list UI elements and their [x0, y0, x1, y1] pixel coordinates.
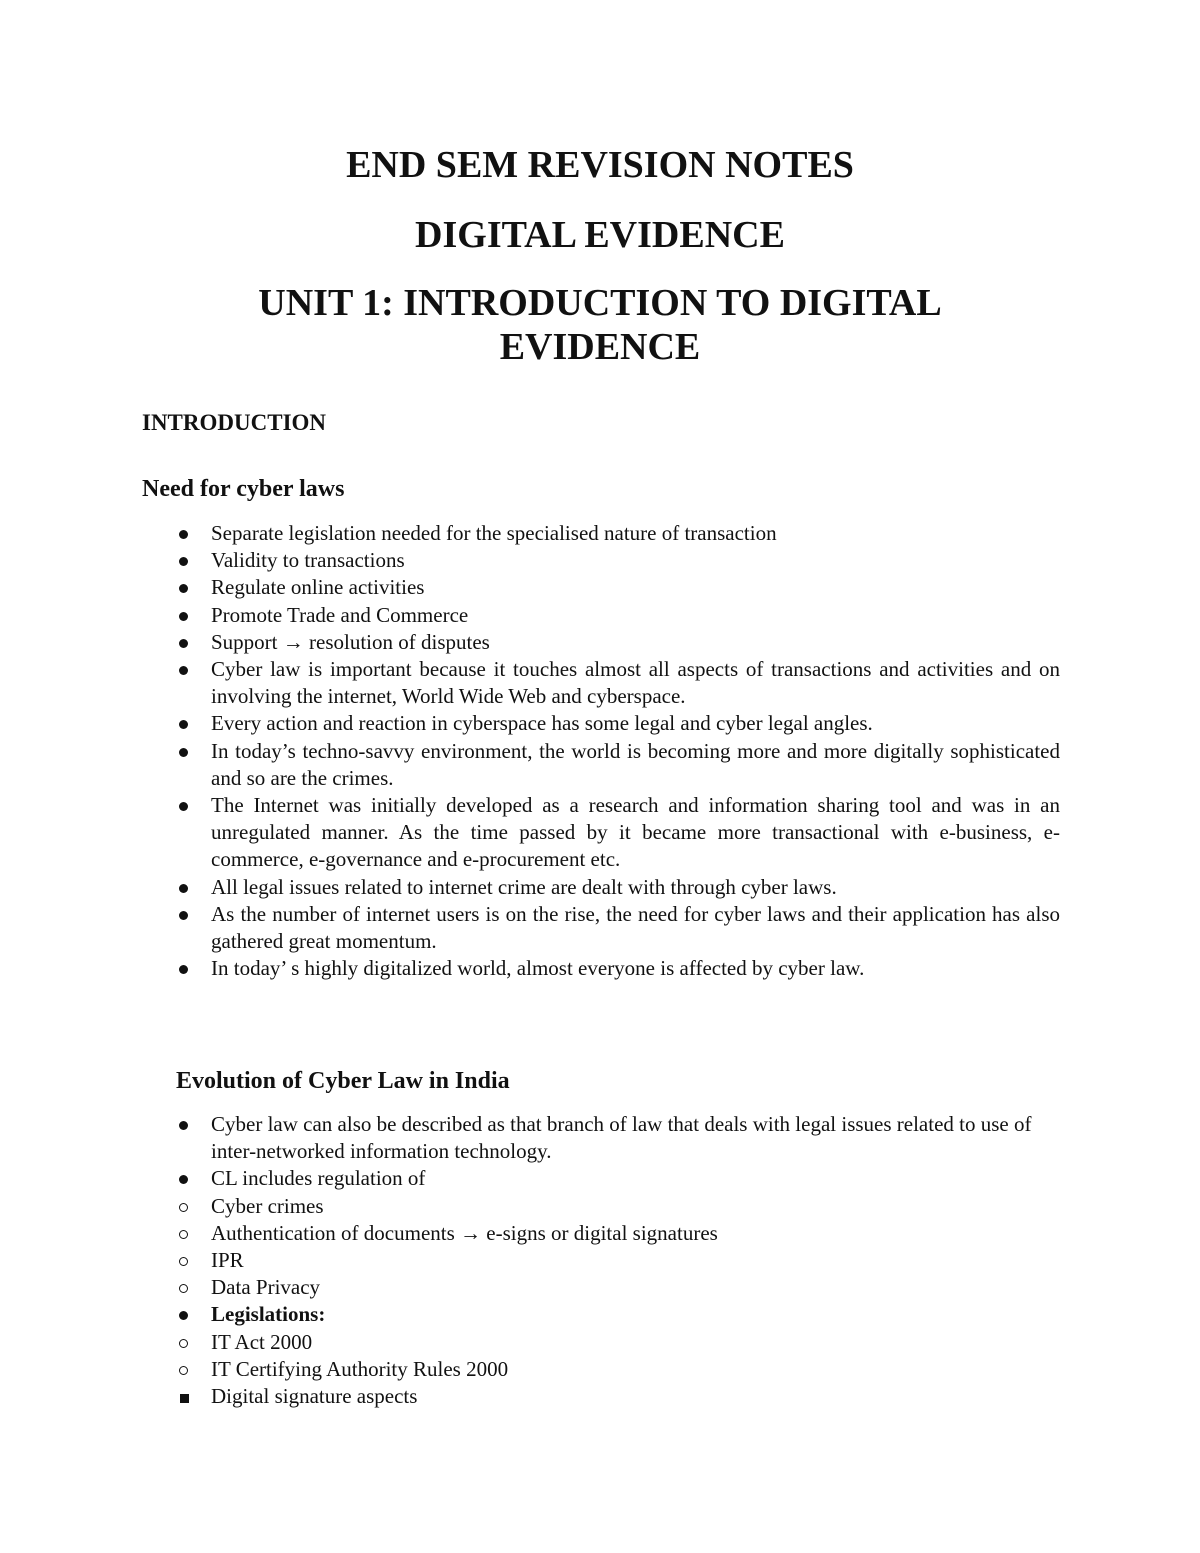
list-item: Support → resolution of disputes — [176, 629, 1060, 656]
list-item: Cyber law can also be described as that branch of law that deals with legal issues related to use of inter-networked information technology. — [176, 1111, 1060, 1165]
list-item: All legal issues related to internet crime are dealt with through cyber laws. — [176, 874, 1060, 901]
list-item: Validity to transactions — [176, 547, 1060, 574]
circle-bullet-icon — [179, 1257, 188, 1266]
evolution-heading: Evolution of Cyber Law in India — [176, 1068, 510, 1094]
unit-title-line2: EVIDENCE — [499, 326, 701, 368]
circle-bullet-icon — [179, 1339, 188, 1348]
list-item: As the number of internet users is on the rise, the need for cyber laws and their application has also gathered great momentum. — [176, 901, 1060, 955]
sub-list-item: IT Act 2000 — [176, 1329, 1060, 1356]
bullet-icon — [179, 612, 188, 621]
circle-bullet-icon — [179, 1366, 188, 1375]
list-item: In today’ s highly digitalized world, almost everyone is affected by cyber law. — [176, 955, 1060, 982]
bullet-icon — [179, 720, 188, 729]
circle-bullet-icon — [179, 1203, 188, 1212]
sub-list-item: IT Certifying Authority Rules 2000 — [176, 1356, 1060, 1383]
bullet-icon — [179, 1121, 188, 1130]
list-item: Every action and reaction in cyberspace has some legal and cyber legal angles. — [176, 710, 1060, 737]
list-item: Cyber law is important because it touches almost all aspects of transactions and activities and on involving the internet, World Wide Web and cyberspace. — [176, 656, 1060, 710]
bullet-icon — [179, 965, 188, 974]
list-item: CL includes regulation of — [176, 1165, 1060, 1192]
sub-list-item: Data Privacy — [176, 1274, 1060, 1301]
bullet-icon — [179, 530, 188, 539]
circle-bullet-icon — [179, 1284, 188, 1293]
document-title: END SEM REVISION NOTES — [346, 144, 854, 186]
list-item: The Internet was initially developed as a research and information sharing tool and was in an unregulated manner. As the time passed by it became more transactional with e-business, e-commerce, e-governance and e-procurement etc. — [176, 792, 1060, 874]
square-bullet-icon — [180, 1394, 189, 1403]
sub-sub-list-item: Digital signature aspects — [176, 1383, 1060, 1410]
list-item: Regulate online activities — [176, 574, 1060, 601]
evolution-list — [176, 1111, 1060, 1410]
bullet-icon — [179, 802, 188, 811]
unit-title-line1: UNIT 1: INTRODUCTION TO DIGITAL — [258, 282, 942, 324]
introduction-heading: INTRODUCTION — [142, 410, 327, 435]
sub-list-item: Authentication of documents → e-signs or digital signatures — [176, 1220, 1060, 1247]
list-item: In today’s techno-savvy environment, the world is becoming more and more digitally sophisticated and so are the crimes. — [176, 738, 1060, 792]
bullet-icon — [179, 639, 188, 648]
bullet-icon — [179, 1311, 188, 1320]
sub-list-item: Cyber crimes — [176, 1193, 1060, 1220]
bullet-icon — [179, 666, 188, 675]
circle-bullet-icon — [179, 1230, 188, 1239]
list-item: Legislations: — [176, 1301, 1060, 1328]
sub-list-item: IPR — [176, 1247, 1060, 1274]
bullet-icon — [179, 557, 188, 566]
list-item: Separate legislation needed for the specialised nature of transaction — [176, 520, 1060, 547]
bullet-icon — [179, 884, 188, 893]
bullet-icon — [179, 748, 188, 757]
bullet-icon — [179, 911, 188, 920]
need-list — [176, 520, 1060, 982]
bullet-icon — [179, 1175, 188, 1184]
bullet-icon — [179, 584, 188, 593]
subject-title: DIGITAL EVIDENCE — [415, 214, 785, 256]
list-item: Promote Trade and Commerce — [176, 602, 1060, 629]
need-for-cyber-laws-heading: Need for cyber laws — [142, 476, 345, 502]
